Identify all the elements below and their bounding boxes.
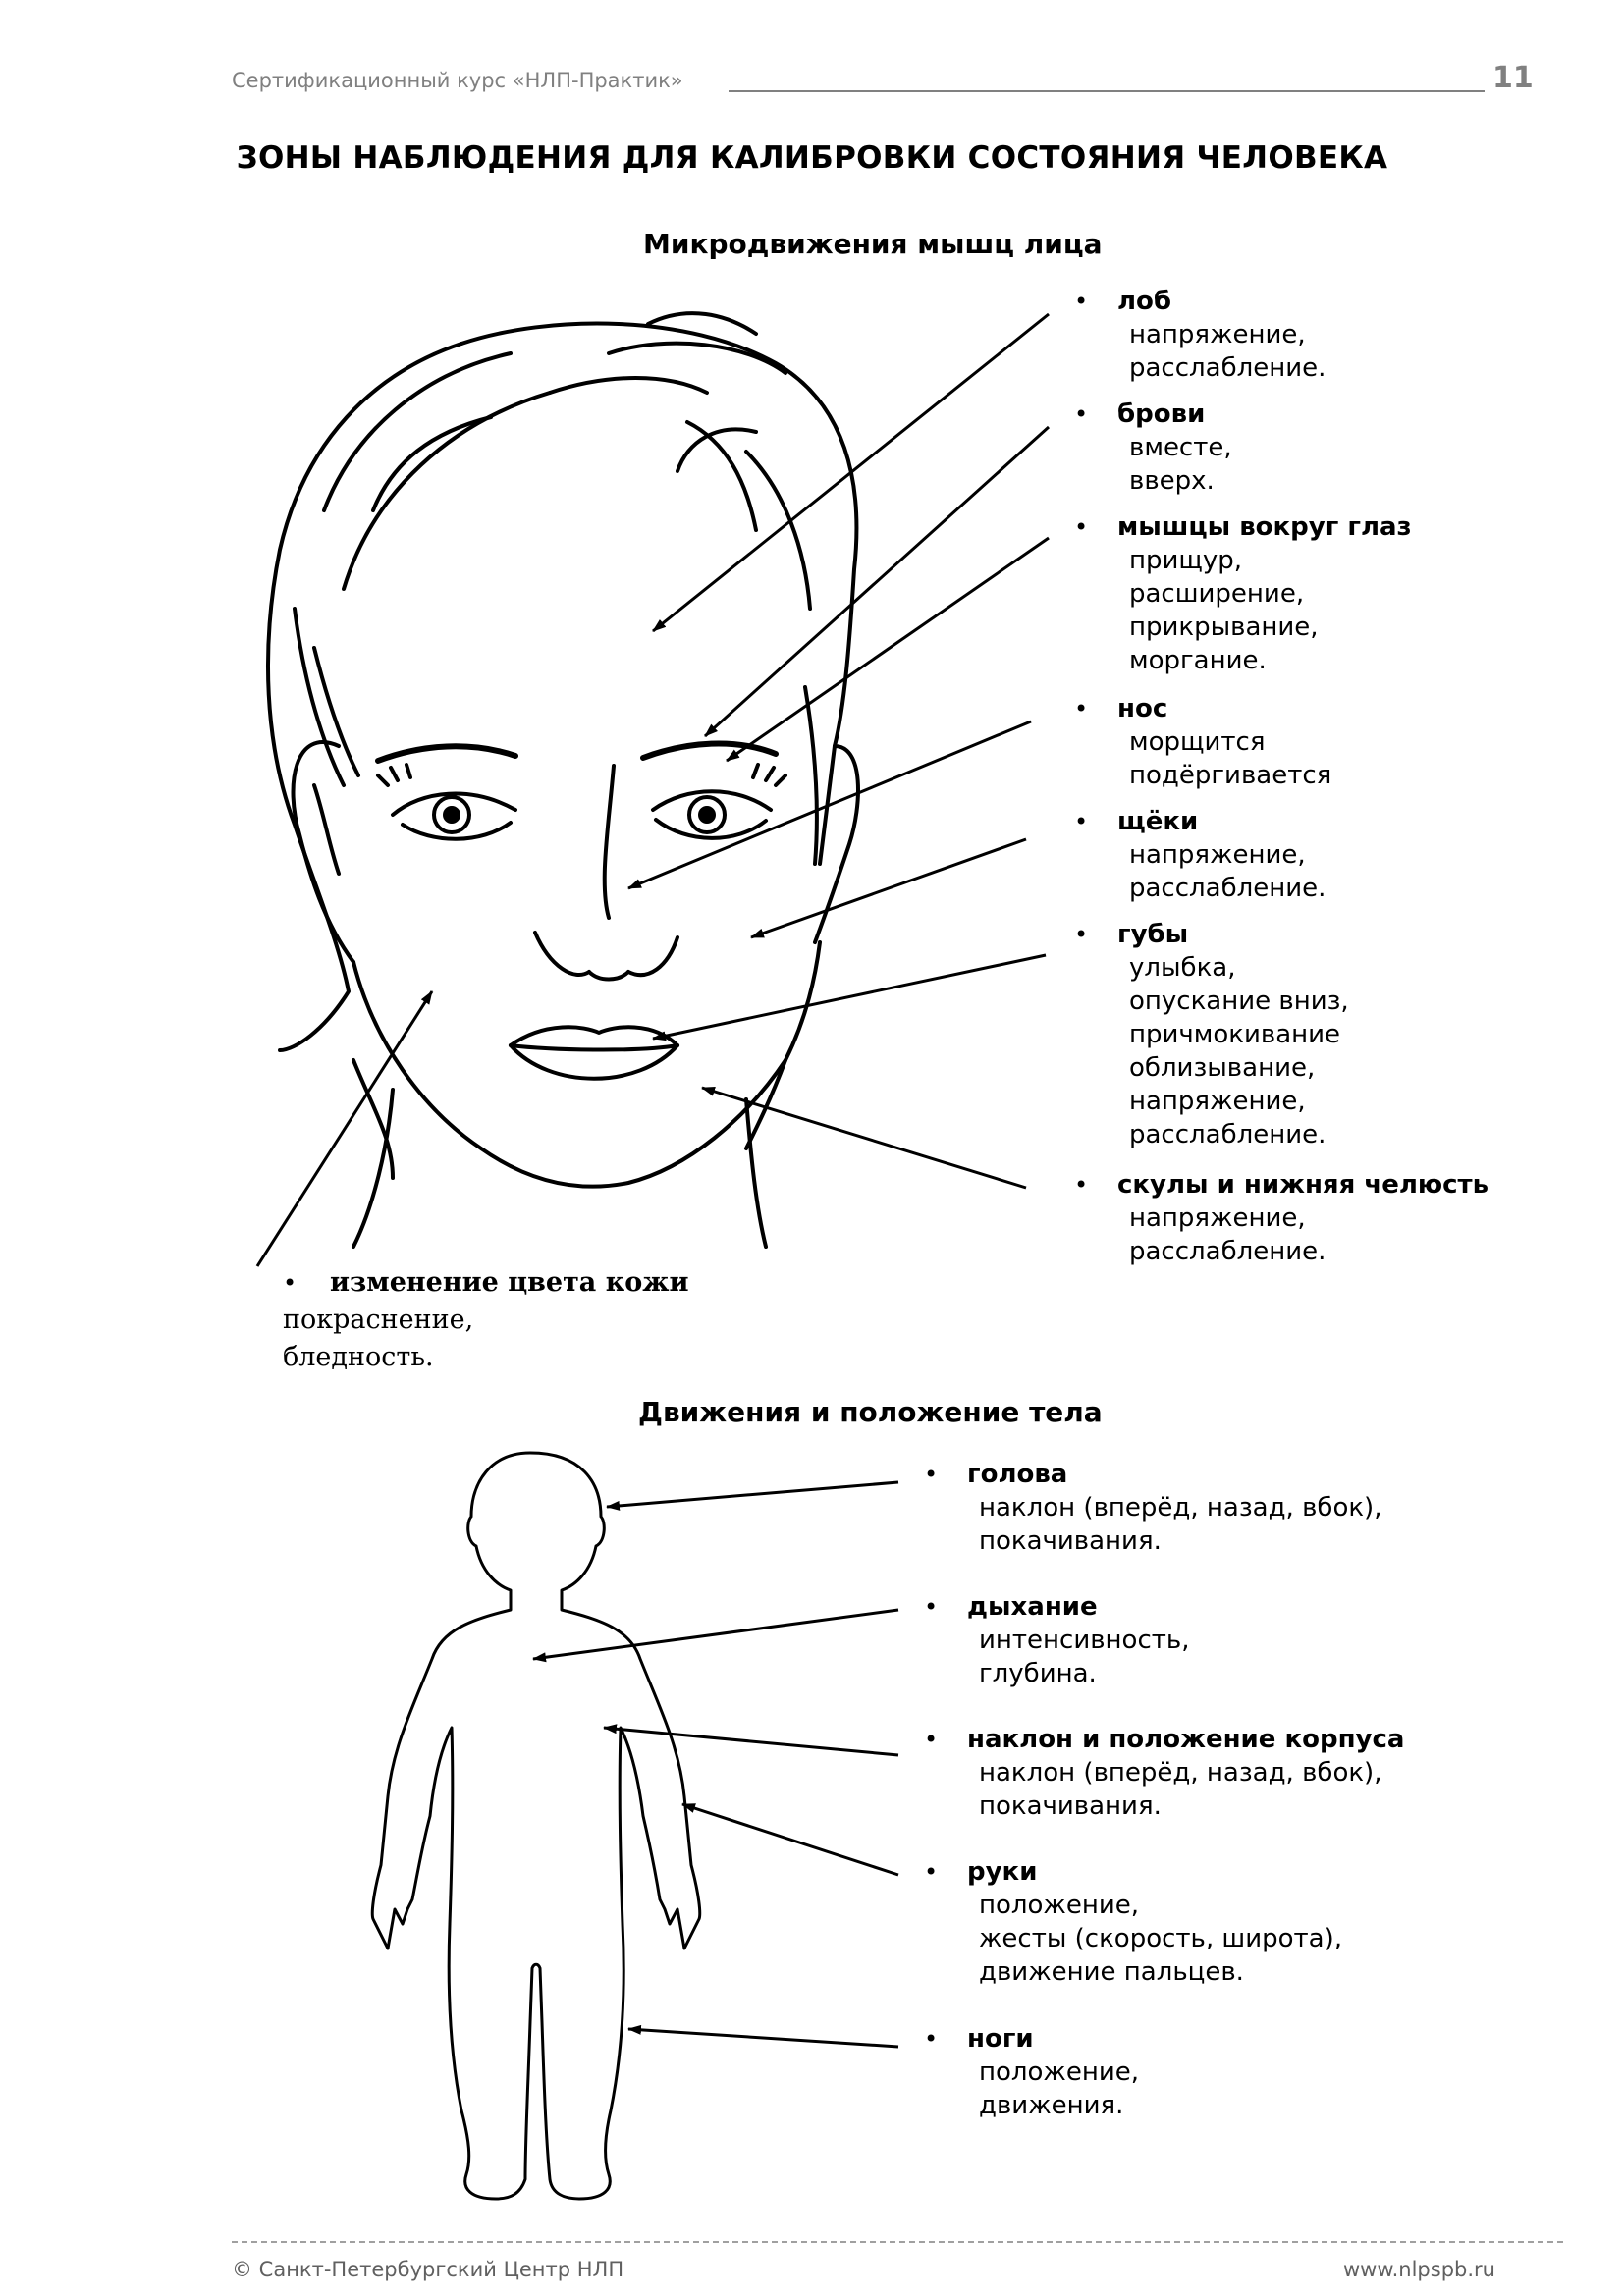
body-item-line: положение, [979, 1891, 1140, 1920]
body-section-heading: Движения и положение тела [638, 1396, 1103, 1428]
page-title: ЗОНЫ НАБЛЮДЕНИЯ ДЛЯ КАЛИБРОВКИ СОСТОЯНИЯ ЧЕЛОВЕКА [236, 140, 1388, 176]
body-item-title: ноги [967, 2024, 1034, 2054]
body-item-title: наклон и положение корпуса [967, 1725, 1405, 1754]
skin-item-head: изменение цвета кожи [330, 1267, 689, 1298]
bullet: • [924, 2025, 939, 2053]
arrow-eyebrows [705, 427, 1049, 736]
body-item-line: интенсивность, [979, 1626, 1190, 1655]
face-item-line: напряжение, [1129, 1087, 1306, 1116]
footer-copyright: © Санкт-Петербургский Центр НЛП [232, 2258, 624, 2281]
face-item-head: лоб [1117, 287, 1172, 316]
face-item-line: расслабление. [1129, 1237, 1326, 1266]
bullet: • [1074, 808, 1089, 835]
face-item-line: подёргивается [1129, 761, 1332, 790]
face-item-head: губы [1117, 920, 1189, 949]
arrow-cheeks [751, 839, 1026, 937]
face-item-line: опускание вниз, [1129, 987, 1349, 1016]
face-item-line: расслабление. [1129, 353, 1326, 383]
body-item-line: жесты (скорость, широта), [979, 1924, 1342, 1953]
body-item-breathing [924, 1590, 1190, 1690]
face-item-lips [1074, 918, 1349, 1151]
arrow-skin [257, 991, 432, 1266]
body-item-line: наклон (вперёд, назад, вбок), [979, 1758, 1382, 1788]
bullet: • [1074, 400, 1089, 428]
face-item-forehead [1074, 285, 1326, 385]
body-item-line: глубина. [979, 1659, 1097, 1688]
skin-item-line: покраснение, [283, 1305, 474, 1335]
face-item-line: морщится [1129, 727, 1266, 757]
footer-website: www.nlpspb.ru [1343, 2258, 1495, 2281]
face-item-skin [283, 1264, 689, 1376]
face-item-line: расслабление. [1129, 1120, 1326, 1149]
body-item-title: руки [967, 1857, 1038, 1887]
face-item-jaw [1074, 1168, 1489, 1268]
arrow-forehead [653, 314, 1049, 631]
body-item-torso [924, 1723, 1405, 1823]
face-item-line: улыбка, [1129, 953, 1236, 983]
bullet: • [924, 1593, 939, 1621]
face-item-line: напряжение, [1129, 1203, 1306, 1233]
page-number: 11 [1492, 61, 1534, 95]
bullet: • [1074, 695, 1089, 722]
face-item-cheeks [1074, 805, 1326, 905]
body-item-line: движения. [979, 2091, 1124, 2120]
face-item-head: брови [1117, 400, 1206, 429]
bullet: • [1074, 921, 1089, 948]
body-item-title: дыхание [967, 1592, 1098, 1622]
skin-item-line: бледность. [283, 1342, 434, 1372]
face-item-line: вверх. [1129, 466, 1215, 496]
bullet: • [924, 1461, 939, 1488]
body-item-line: покачивания. [979, 1526, 1162, 1556]
body-item-line: движение пальцев. [979, 1957, 1244, 1987]
face-item-head: мышцы вокруг глаз [1117, 512, 1412, 542]
bullet: • [1074, 288, 1089, 315]
face-section-heading: Микродвижения мышц лица [643, 228, 1103, 260]
bullet: • [1074, 513, 1089, 541]
face-item-line: причмокивание [1129, 1020, 1341, 1049]
face-item-line: расслабление. [1129, 874, 1326, 903]
body-drawing [372, 1453, 699, 2199]
footer-rule [232, 2241, 1563, 2243]
face-item-head: щёки [1117, 807, 1199, 836]
face-item-line: прикрывание, [1129, 613, 1319, 642]
face-item-line: моргание. [1129, 646, 1267, 675]
face-drawing [268, 313, 858, 1247]
bullet: • [283, 1269, 298, 1297]
arrow-head [607, 1482, 898, 1507]
arrow-arms [682, 1804, 898, 1875]
header-course-title: Сертификационный курс «НЛП-Практик» [232, 69, 683, 92]
arrow-torso [604, 1728, 898, 1755]
face-item-line: облизывание, [1129, 1053, 1316, 1083]
bullet: • [1074, 1171, 1089, 1199]
bullet: • [924, 1726, 939, 1753]
face-item-line: напряжение, [1129, 840, 1306, 870]
face-item-head: скулы и нижняя челюсть [1117, 1170, 1489, 1200]
arrow-lips [653, 955, 1046, 1039]
face-item-nose [1074, 692, 1332, 792]
body-item-legs [924, 2022, 1140, 2122]
face-item-head: нос [1117, 694, 1168, 723]
face-arrows [257, 314, 1049, 1266]
face-item-eyebrows [1074, 398, 1232, 498]
bullet: • [924, 1858, 939, 1886]
body-item-head [924, 1458, 1382, 1558]
face-item-line: вместе, [1129, 433, 1232, 462]
face-item-line: расширение, [1129, 579, 1305, 609]
body-item-line: положение, [979, 2057, 1140, 2087]
body-item-line: покачивания. [979, 1791, 1162, 1821]
body-item-arms [924, 1855, 1342, 1989]
face-item-line: напряжение, [1129, 320, 1306, 349]
arrow-legs [628, 2029, 898, 2047]
body-item-title: голова [967, 1460, 1068, 1489]
face-item-line: прищур, [1129, 546, 1243, 575]
face-item-eye-muscles [1074, 510, 1412, 677]
body-item-line: наклон (вперёд, назад, вбок), [979, 1493, 1382, 1522]
